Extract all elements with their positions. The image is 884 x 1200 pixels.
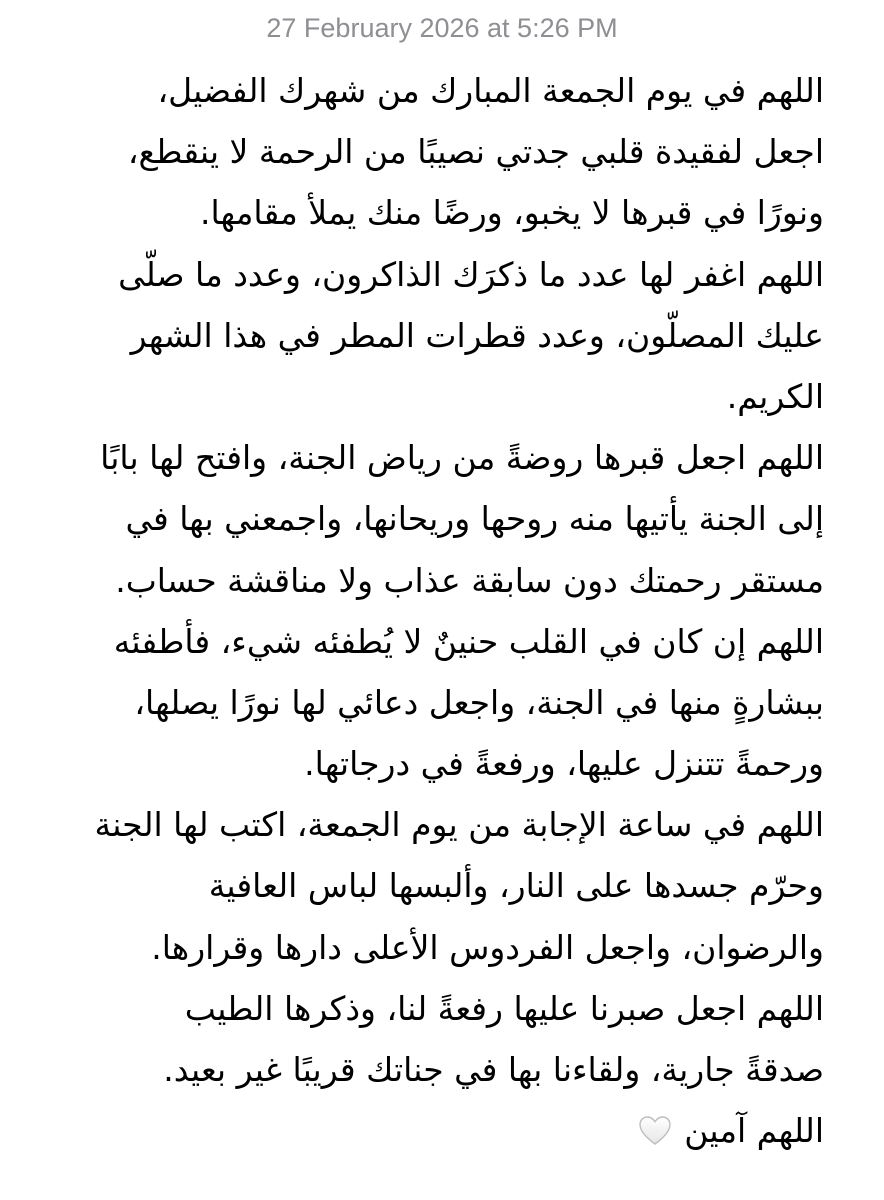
note-line: اللهم إن كان في القلب حنينٌ لا يُطفئه شيء، فأطفئه <box>113 621 824 661</box>
note-timestamp: 27 February 2026 at 5:26 PM <box>266 13 618 43</box>
note-line: اجعل لفقيدة قلبي جدتي نصيبًا من الرحمة لا ينقطع، <box>127 132 824 172</box>
note-line: ونورًا في قبرها لا يخبو، ورضًا منك يملأ مقامها. <box>199 193 824 233</box>
note-line: مستقر رحمتك دون سابقة عذاب ولا مناقشة حساب. <box>115 560 824 600</box>
note-line: والرضوان، واجعل الفردوس الأعلى دارها وقرارها. <box>151 927 824 967</box>
note-line: صدقةً جارية، ولقاءنا بها في جناتك قريبًا غير بعيد. <box>163 1050 824 1089</box>
white-heart-icon <box>638 1106 672 1140</box>
note-line: الكريم. <box>726 376 824 416</box>
note-line: عليك المصلّون، وعدد قطرات المطر في هذا الشهر <box>130 315 824 355</box>
note-line: اللهم اغفر لها عدد ما ذكرَك الذاكرون، وعدد ما صلّى <box>118 254 824 294</box>
note-closing-text: اللهم آمين <box>684 1111 824 1151</box>
note-line: اللهم في يوم الجمعة المبارك من شهرك الفضيل، <box>157 71 824 110</box>
note-line: ببشارةٍ منها في الجنة، واجعل دعائي لها نورًا يصلها، <box>134 682 824 722</box>
note-line: اللهم اجعل قبرها روضةً من رياض الجنة، وافتح لها بابًا <box>100 438 824 478</box>
note-line: اللهم اجعل صبرنا عليها رفعةً لنا، وذكرها الطيب <box>184 988 824 1028</box>
note-line: إلى الجنة يأتيها منه روحها وريحانها، واجمعني بها في <box>125 499 824 539</box>
note-body[interactable] <box>54 60 824 1161</box>
note-line: وحرّم جسدها على النار، وألبسها لباس العافية <box>208 866 824 906</box>
note-closing-line <box>54 1100 824 1161</box>
note-line: ورحمةً تتنزل عليها، ورفعةً في درجاتها. <box>304 744 824 784</box>
note-line: اللهم في ساعة الإجابة من يوم الجمعة، اكتب لها الجنة <box>94 805 824 845</box>
